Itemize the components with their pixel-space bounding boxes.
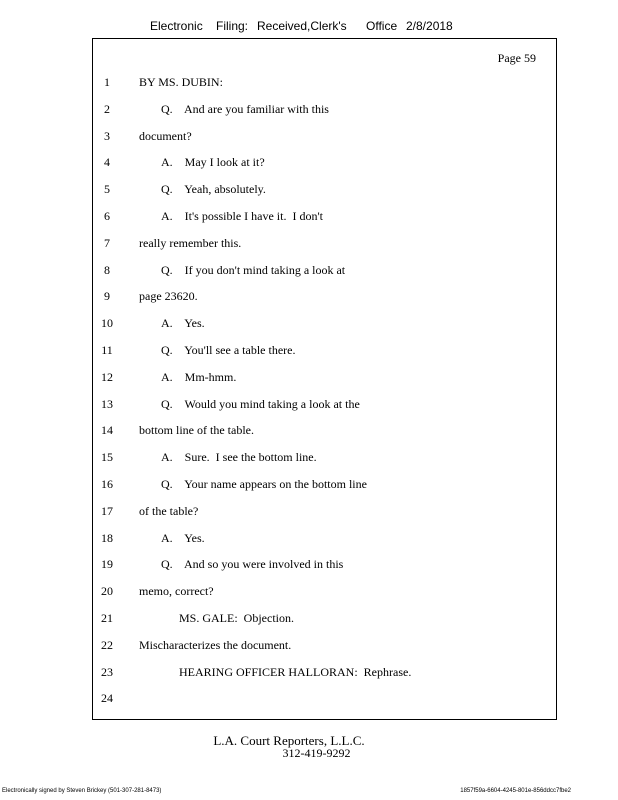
transcript-line: Q. And are you familiar with this bbox=[161, 101, 329, 116]
document-hash: 1857f59a-6604-4245-801e-856ddcc7fbe2 bbox=[460, 788, 571, 794]
company-name: L.A. Court Reporters, L.L.C. bbox=[213, 733, 365, 748]
line-number: 12 bbox=[101, 369, 113, 384]
transcript-line: MS. GALE: Objection. bbox=[179, 611, 294, 625]
line-number: 1 bbox=[104, 75, 110, 89]
transcript-line: A. May I look at it? bbox=[161, 155, 265, 170]
transcript-line: page 23620. bbox=[139, 289, 198, 304]
line-number: 19 bbox=[101, 557, 113, 572]
stamp-date: 2/8/2018 bbox=[406, 19, 453, 33]
stamp-received: Received,Clerk's bbox=[257, 19, 347, 33]
line-number: 20 bbox=[101, 584, 113, 599]
line-number: 21 bbox=[101, 611, 113, 625]
footer-phone bbox=[0, 746, 618, 761]
transcript-line: document? bbox=[139, 128, 192, 143]
filing-stamp bbox=[150, 19, 460, 37]
line-number: 3 bbox=[104, 128, 110, 143]
transcript-line: Q. Would you mind taking a look at the bbox=[161, 396, 360, 411]
line-number: 5 bbox=[104, 182, 110, 197]
transcript-line: memo, correct? bbox=[139, 584, 214, 599]
transcript-line: Q. Your name appears on the bottom line bbox=[161, 477, 367, 491]
transcript-line: Mischaracterizes the document. bbox=[139, 637, 292, 652]
line-number: 24 bbox=[101, 691, 113, 706]
line-number: 7 bbox=[104, 235, 110, 250]
line-number: 11 bbox=[101, 343, 113, 357]
transcript-line: A. It's possible I have it. I don't bbox=[161, 209, 323, 223]
line-number: 23 bbox=[101, 664, 113, 679]
line-number: 4 bbox=[104, 155, 110, 170]
transcript-line: A. Yes. bbox=[161, 316, 205, 331]
line-number: 9 bbox=[104, 289, 110, 304]
line-number: 2 bbox=[104, 101, 110, 116]
stamp-office: Office bbox=[366, 19, 398, 33]
transcript-line: A. Yes. bbox=[161, 530, 205, 545]
line-number: 15 bbox=[101, 450, 113, 465]
transcript-line: Q. You'll see a table there. bbox=[161, 343, 296, 357]
transcript-line: Q. If you don't mind taking a look at bbox=[161, 262, 346, 277]
transcript-line: BY MS. DUBIN: bbox=[139, 75, 223, 89]
line-number: 10 bbox=[101, 316, 113, 331]
line-number: 13 bbox=[101, 396, 113, 411]
page-number: Page 59 bbox=[497, 51, 536, 65]
line-number: 14 bbox=[101, 423, 113, 438]
line-number: 8 bbox=[104, 262, 110, 277]
line-number: 22 bbox=[101, 637, 113, 652]
phone-number: 312-419-9292 bbox=[282, 746, 351, 760]
line-number: 16 bbox=[101, 477, 113, 491]
transcript-line: of the table? bbox=[139, 503, 199, 518]
stamp-filing: Filing: bbox=[216, 19, 249, 33]
transcript-line: A. Sure. I see the bottom line. bbox=[161, 450, 317, 465]
line-number: 6 bbox=[104, 209, 110, 223]
line-number: 18 bbox=[101, 530, 113, 545]
transcript-line: HEARING OFFICER HALLORAN: Rephrase. bbox=[179, 664, 412, 679]
electronic-signature: Electronically signed by Steven Brickey (501-307-281-8473) bbox=[2, 788, 162, 794]
transcript-line: bottom line of the table. bbox=[139, 423, 254, 438]
line-number: 17 bbox=[101, 503, 113, 518]
transcript-line: A. Mm-hmm. bbox=[161, 369, 237, 384]
transcript-line: Q. And so you were involved in this bbox=[161, 557, 344, 572]
transcript-line: really remember this. bbox=[139, 235, 242, 250]
transcript-line: Q. Yeah, absolutely. bbox=[161, 182, 266, 197]
stamp-electronic: Electronic bbox=[150, 19, 203, 33]
transcript-page bbox=[92, 38, 557, 720]
